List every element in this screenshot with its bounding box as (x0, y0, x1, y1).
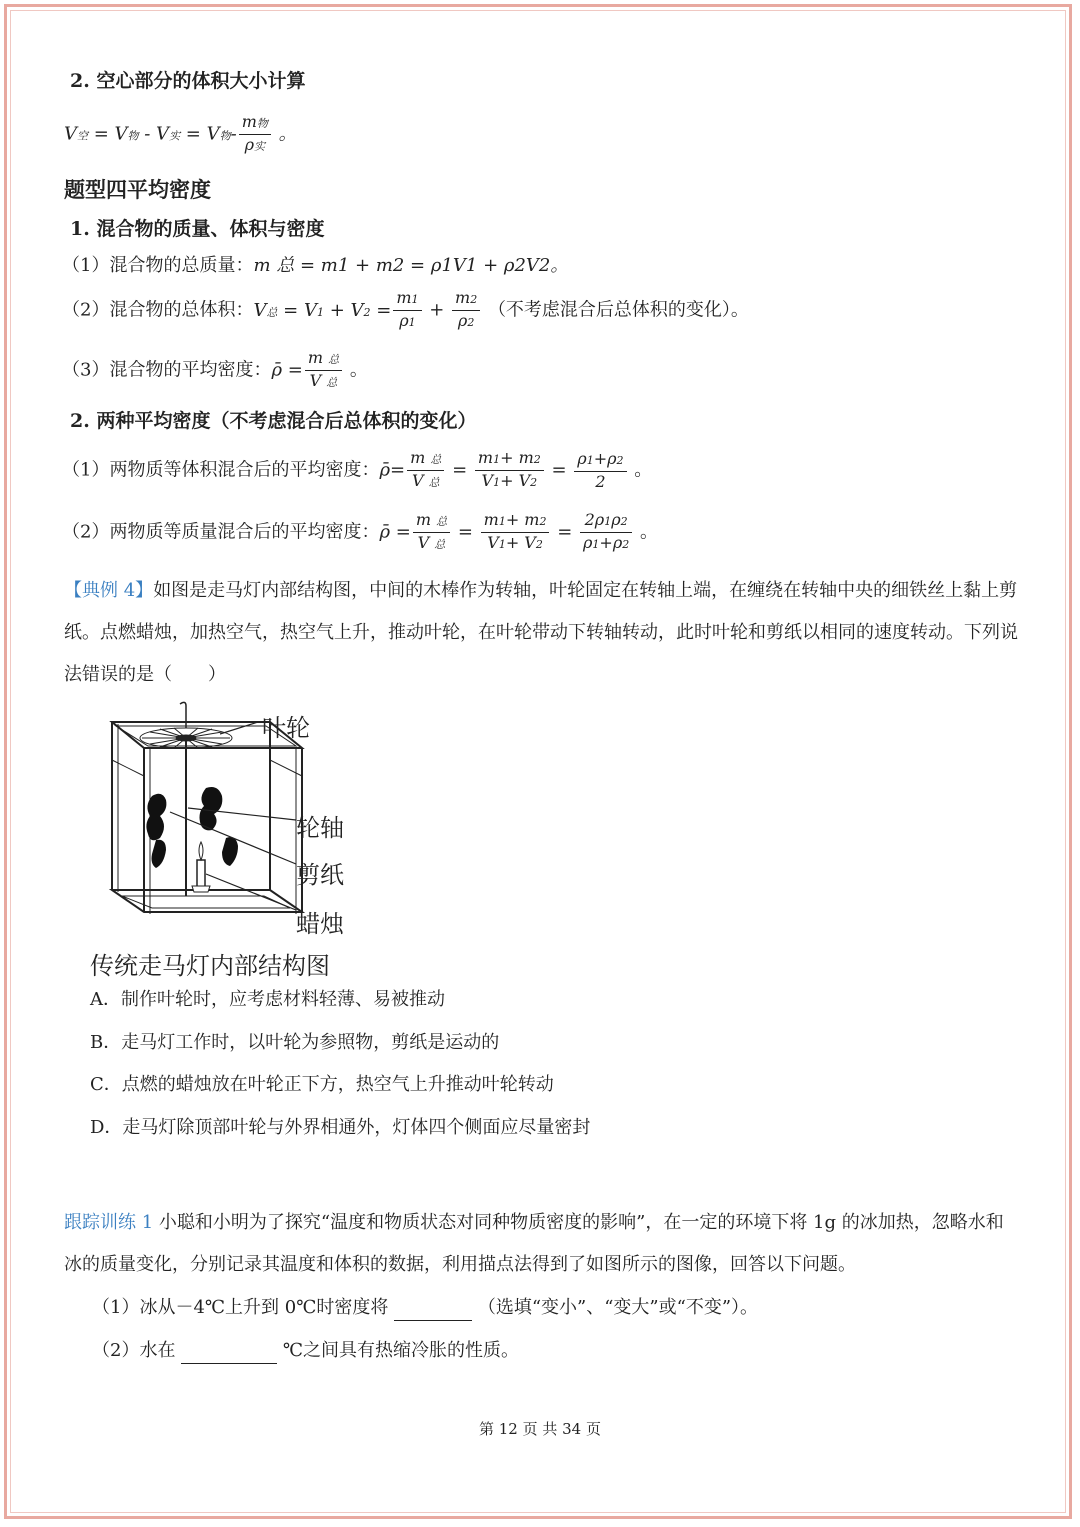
figure-label-impeller: 叶轮 (262, 714, 310, 742)
practice-q1-suffix: （选填“变小”、“变大”或“不变”）。 (477, 1297, 759, 1318)
example-4-tag: 【典例 4】 (64, 580, 154, 601)
practice-q2-blank[interactable] (181, 1339, 277, 1364)
option-c: C．点燃的蜡烛放在叶轮正下方，热空气上升推动叶轮转动 (90, 1074, 554, 1095)
practice-1-question (64, 1202, 1019, 1286)
type4-title: 题型四平均密度 (64, 177, 211, 202)
option-d: D．走马灯除顶部叶轮与外界相通外，灯体四个侧面应尽量密封 (90, 1117, 591, 1138)
practice-q1-prefix: （1）冰从－4℃上升到 0℃时密度将 (92, 1297, 389, 1318)
section-heading-mixture: 1. 混合物的质量、体积与密度 (70, 218, 325, 240)
mixture-total-mass-label: （1）混合物的总质量： (62, 255, 254, 276)
figure-label-papercut: 剪纸 (296, 861, 344, 889)
practice-1-tag: 跟踪训练 1 (64, 1212, 154, 1233)
mixture-average-density-label: （3）混合物的平均密度： (62, 359, 272, 381)
mixture-total-volume-label: （2）混合物的总体积： (62, 299, 254, 321)
figure-label-axle: 轮轴 (296, 814, 344, 842)
equal-volume-average-density: （1）两物质等体积混合后的平均密度：ρ̄= $\frac{\text{m 总}}{\text{V 总}}$ = $\frac{m1+ m2}{V1+ V2}$ = $\frac{\rho 1+\rho 2}{2}$ 。 (62, 448, 653, 491)
paper-cut-figures (146, 787, 238, 868)
mixture-total-mass (62, 254, 568, 278)
practice-q2-suffix: ℃之间具有热缩冷胀的性质。 (282, 1340, 520, 1361)
practice-q1-blank[interactable] (394, 1296, 472, 1321)
formula-hollow-volume: V空 = V物 - V实 = V物- $\frac{\text{m物}}{\text{ρ实}}$ 。 (64, 112, 297, 154)
practice-q2 (92, 1339, 519, 1364)
candle (192, 842, 210, 892)
equal-volume-label: （1）两物质等体积混合后的平均密度： (62, 459, 380, 481)
practice-q2-prefix: （2）水在 (92, 1340, 176, 1361)
equal-mass-average-density: （2）两物质等质量混合后的平均密度：ρ̄ = $\frac{\text{m 总}}{\text{V 总}}$ = $\frac{m1+ m2}{V1+ V2}$ = $\frac{2\rho 1\rho 2}{\rho 1+\rho 2}$ 。 (62, 510, 658, 552)
label-leader-lines (170, 722, 296, 910)
example-4-question (64, 570, 1019, 696)
mixture-total-mass-formula: m 总 = m1 + m2 = ρ1V1 + ρ2V2。 (253, 255, 569, 276)
figure-label-candle: 蜡烛 (296, 910, 344, 938)
mixture-total-volume: （2）混合物的总体积：V总 = V1 + V2 = $\frac{m1}{\rho 1}$ + $\frac{m2}{\rho 2}$ （不考虑混合后总体积的变化）。 (62, 288, 749, 330)
section-heading-two-average-densities: 2. 两种平均密度（不考虑混合后总体积的变化） (70, 410, 477, 432)
practice-q1 (92, 1296, 758, 1321)
practice-1-text: 小聪和小明为了探究“温度和物质状态对同种物质密度的影响”，在一定的环境下将 1g 的冰加热，忽略水和冰的质量变化，分别记录其温度和体积的数据，利用描点法得到了如图所示的图像，回答以下问题。 (64, 1212, 1004, 1275)
option-b: B．走马灯工作时，以叶轮为参照物，剪纸是运动的 (90, 1032, 500, 1053)
option-a: A．制作叶轮时，应考虑材料轻薄、易被推动 (90, 989, 445, 1010)
example-4-text: 如图是走马灯内部结构图，中间的木棒作为转轴，叶轮固定在转轴上端，在缠绕在转轴中央的细铁丝上黏上剪纸。点燃蜡烛，加热空气，热空气上升，推动叶轮，在叶轮带动下转轴转动，此时叶轮和剪纸以相同的速度转动。下列说法错误的是（ ） (64, 580, 1018, 685)
section-heading-hollow-volume: 2. 空心部分的体积大小计算 (70, 70, 306, 92)
mixture-total-volume-note: （不考虑混合后总体积的变化）。 (487, 299, 749, 321)
figure-caption: 传统走马灯内部结构图 (90, 952, 330, 980)
equal-mass-label: （2）两物质等质量混合后的平均密度： (62, 521, 380, 543)
mixture-average-density: （3）混合物的平均密度：ρ̄ = $\frac{\text{m 总}}{\text{V 总}}$ 。 (62, 348, 368, 390)
page-footer: 第 12 页 共 34 页 (478, 1420, 601, 1438)
